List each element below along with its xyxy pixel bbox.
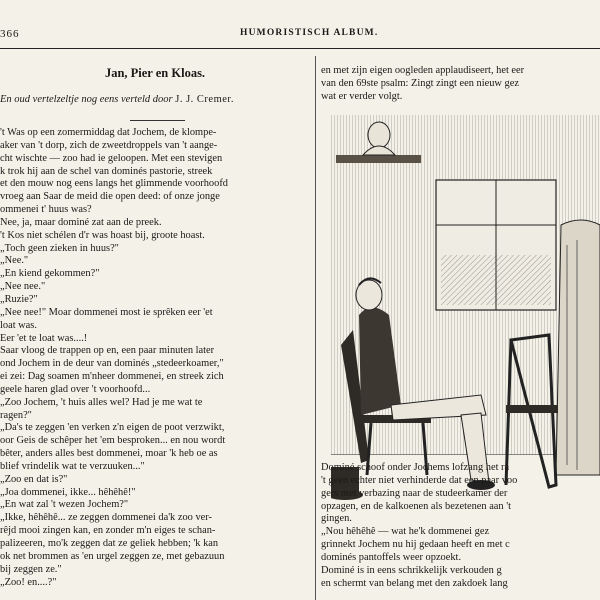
text-line: „Nee." (0, 255, 29, 267)
standing-figure (556, 220, 600, 475)
text-line: bij zeggen ze." (0, 563, 62, 575)
text-line: et den mouw nog eens langs het glimmende voorhoofd (0, 178, 228, 190)
text-line: „Da's te zeggen 'en verken z'n eigen de poot verzwikt, (0, 422, 225, 434)
text-line: „Zoo! en....?" (0, 576, 57, 588)
text-line: ragen?" (0, 409, 32, 421)
text-line: loat was. (0, 319, 37, 331)
byline-prefix: En oud vertelzeltje nog eens verteld door (0, 94, 173, 105)
text-line: „Ikke, hêhêhê... ze zeggen dommenei da'k zoo ver- (0, 512, 212, 524)
text-line: cht wischte — zoo had ie geloopen. Met een stevigen (0, 152, 223, 164)
text-line: grinnekt Jochem nu hij gedaan heeft en met c (321, 539, 510, 551)
text-line: wat er verder volgt. (321, 91, 403, 102)
text-line: 't Was op een zomermiddag dat Jochem, de klompe- (0, 127, 217, 138)
text-line: opzagen, en de kalkoenen als bezetenen aan 't (321, 500, 511, 512)
text-line: Nee, ja, maar dominé zat aan de preek. (0, 216, 162, 228)
text-line: ok net brommen as 'en urgel zeggen ze, met gebazuun (0, 550, 225, 562)
byline-author: J. J. Cremer. (175, 94, 234, 105)
text-line: bêter, anders alles best dommenei, moar 'k heb oe as (0, 448, 218, 460)
running-head (0, 28, 600, 44)
text-line: palizeeren, mo'k zeggen dat ze geliek hebben; 'k kan (0, 538, 219, 549)
text-line: k trok hij aan de schel van dominés pastorie, streek (0, 165, 213, 177)
text-line: blief vrindelik wat te verzuuken..." (0, 460, 145, 472)
shelf (336, 155, 421, 163)
text-line: aker van 't dorp, zich de zweetdroppels van 't aange- (0, 139, 218, 151)
text-line: 't geen echter niet verhinderde dat een paar voo (321, 474, 518, 486)
text-line: oor Geis de schêper het 'em besproken... en nou wordt (0, 435, 226, 447)
text-line: „Zoo Jochem, 't huis alles wel? Had je me wat te (0, 396, 203, 408)
article-body (0, 127, 312, 589)
column-divider (315, 56, 316, 600)
text-line: ei zei: Dag soamen m'nheer dommenei, en streek zich (0, 371, 224, 383)
text-line: Dominé schoof onder Jochems lofzang het ra (321, 462, 510, 473)
text-line: geele haren glad over 't voorhoofd... (0, 383, 151, 395)
text-line: gers met verbazing naar de studeerkamer der (321, 487, 508, 499)
text-line: vroeg aan Saar de meid die open deed: of onze jonge (0, 191, 220, 203)
article-title: Jan, Pier en Kloas. (104, 66, 206, 80)
text-line: van den 69ste psalm: Zingt zingt een nieuw gez (321, 78, 519, 89)
text-line: „Nou hêhêhê — wat he'k dommenei gez (321, 526, 490, 538)
text-line: „Ruzie?" (0, 293, 38, 305)
journal-title: HUMORISTISCH ALBUM. (240, 28, 379, 38)
engraving-illustration (331, 115, 600, 510)
text-line: Eer 'et te loat was....! (0, 332, 88, 344)
text-line: „En kiend gekommen?" (0, 268, 100, 280)
text-line: Dominé is in eens schrikkelijk verkouden g (321, 564, 502, 576)
text-line: Saar vloog de trappen op en, een paar minuten later (0, 345, 215, 357)
text-line: „Zoo en dat is?" (0, 473, 68, 485)
text-line: gingen. (321, 513, 352, 525)
title-rule (130, 120, 185, 121)
text-line: „Joa dommenei, ikke... hêhêhê!" (0, 486, 136, 498)
right-column-top-text (321, 64, 600, 103)
text-line: 't Kos niet schélen d'r was hoast bij, groote hoast. (0, 229, 205, 241)
text-line: en met zijn eigen oogleden applaudiseert, het eer (321, 65, 525, 76)
byline (0, 94, 310, 105)
text-line: „Toch geen zieken in huus?" (0, 242, 119, 254)
header-rule (0, 48, 600, 49)
text-line: dominés pantoffels weer opzoekt. (321, 551, 462, 563)
text-line: „Nee nee." (0, 281, 46, 293)
text-line: ommenei t' huus was? (0, 204, 92, 216)
text-line: ond Jochem in de deur van dominés „stedeerkoamer," (0, 358, 224, 370)
text-line: rêjd mooi zingen kan, en zonder m'n eiges te schan- (0, 525, 216, 537)
text-line: „Nee nee!" Moar dommenei most ie sprêken eer 'et (0, 306, 213, 318)
text-line: „En wat zal 't wezen Jochem?" (0, 499, 129, 511)
page-number: 366 (0, 28, 20, 40)
right-column-bottom-text (321, 462, 600, 590)
bust-head (368, 122, 390, 148)
text-line: en schermt van belang met den zakdoek lang (321, 577, 508, 589)
